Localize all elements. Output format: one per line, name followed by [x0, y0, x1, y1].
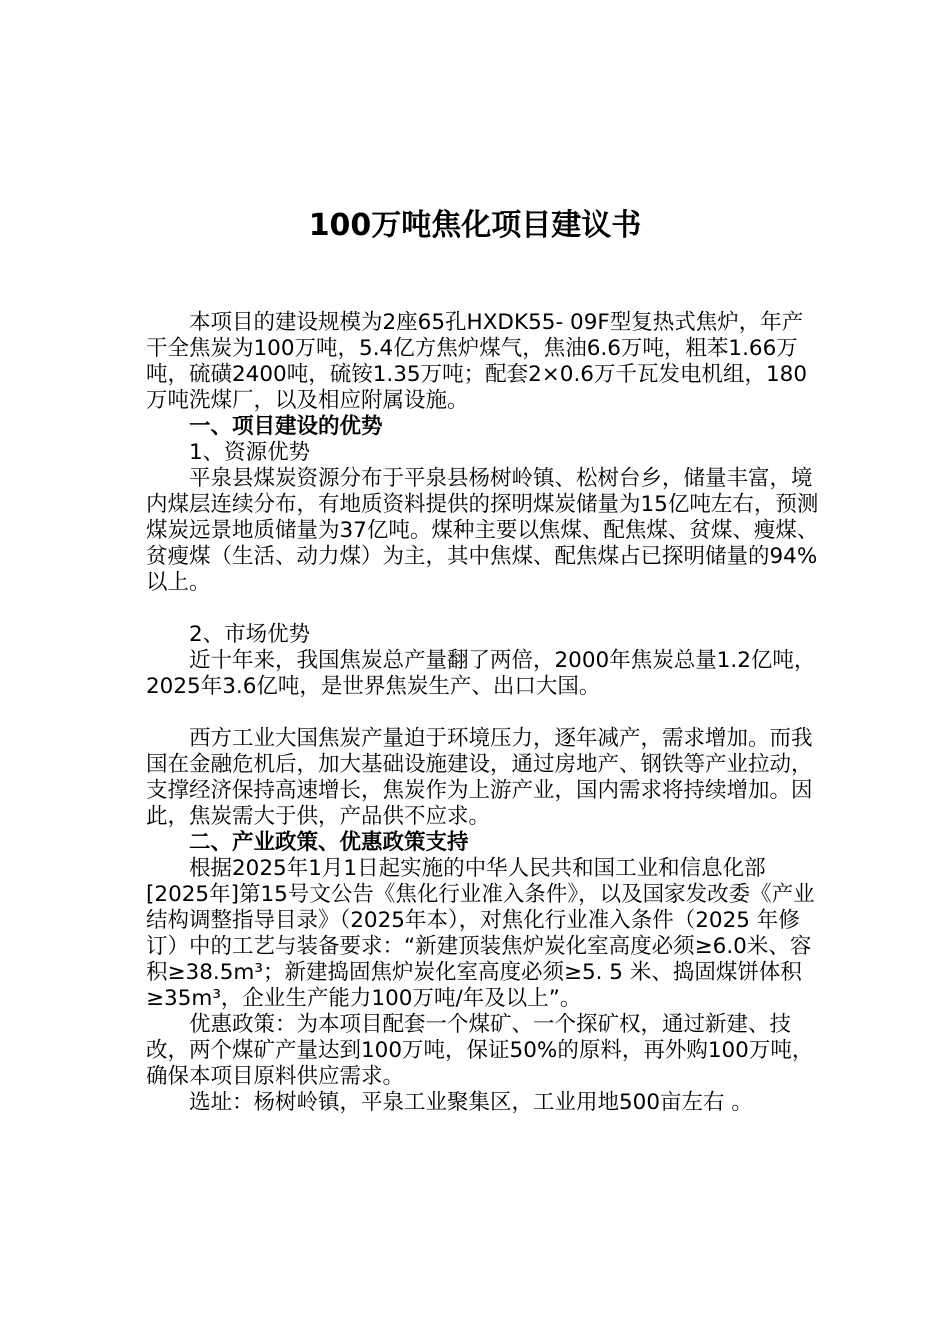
sub1-paragraph: 平泉县煤炭资源分布于平泉县杨树岭镇、松树台乡，储量丰富，境内煤层连续分布，有地质资料提供的探明煤炭储量为15亿吨左右，预测煤炭远景地质储量为37亿吨。煤种主要以焦煤、配焦煤、贫煤、瘦煤、贫瘦煤（生活、动力煤）为主，其中焦煤、配焦煤占已探明储量的94%以上。 [146, 466, 819, 595]
sub1-heading: 1、资源优势 [189, 440, 311, 465]
sub2-paragraph-2: 西方工业大国焦炭产量迫于环境压力，逐年减产，需求增加。而我国在金融危机后，加大基础设施建设，通过房地产、钢铁等产业拉动，支撑经济保持高速增长，焦炭作为上游产业，国内需求将持续增加。因此，焦炭需大于供，产品供不应求。 [146, 726, 813, 829]
section2-heading: 二、产业政策、优惠政策支持 [189, 830, 469, 855]
document-body [146, 310, 822, 1116]
preferential-paragraph: 优惠政策：为本项目配套一个煤矿、一个探矿权，通过新建、技改，两个煤矿产量达到100万吨，保证50%的原料，再外购100万吨，确保本项目原料供应需求。 [146, 1012, 814, 1089]
policy-paragraph: 根据2025年1月1日起实施的中华人民共和国工业和信息化部[2025年]第15号文公告《焦化行业准入条件》，以及国家发改委《产业结构调整指导目录》（2025年本），对焦化行业准入条件（2025 年修订）中的工艺与装备要求：“新建顶装焦炉炭化室高度必须≥6.0米、容积≥38.5m³；新建捣固焦炉炭化室高度必须≥5. 5 米、捣固煤饼体积≥35m³，企业生产能力100万吨/年及以上”。 [146, 856, 815, 1011]
sub2-heading: 2、市场优势 [189, 622, 311, 647]
section1-heading: 一、项目建设的优势 [189, 414, 383, 439]
document-title: 100万吨焦化项目建议书 [308, 208, 642, 243]
site-paragraph: 选址：杨树岭镇，平泉工业聚集区，工业用地500亩左右 。 [189, 1090, 753, 1115]
sub2-paragraph-1: 近十年来，我国焦炭总产量翻了两倍，2000年焦炭总量1.2亿吨，2025年3.6亿吨，是世界焦炭生产、出口大国。 [146, 648, 816, 699]
intro-paragraph: 本项目的建设规模为2座65孔HXDK55- 09F型复热式焦炉，年产干全焦炭为100万吨，5.4亿方焦炉煤气，焦油6.6万吨，粗苯1.66万吨，硫磺2400吨，硫铵1.35万吨；配套2×0.6万千瓦发电机组，180万吨洗煤厂，以及相应附属设施。 [146, 310, 808, 413]
